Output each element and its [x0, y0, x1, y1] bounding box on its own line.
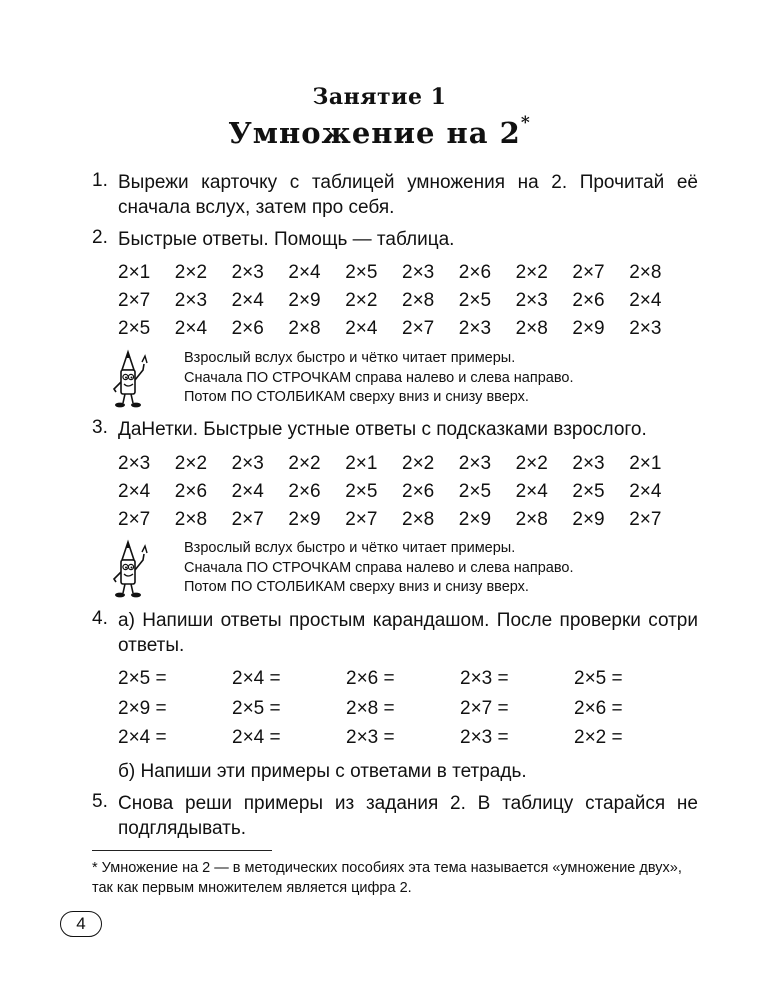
- example-cell: 2×2: [174, 453, 208, 474]
- example-cell: 2×6 =: [574, 698, 623, 719]
- topic-title: [0, 113, 759, 150]
- footnote: * Умножение на 2 — в методических пособиях эта тема называется «умножение двух», так как первым множителем является цифра 2.: [92, 860, 682, 896]
- example-cell: 2×2: [515, 262, 548, 283]
- task-5-text: Снова реши примеры из задания 2. В таблицу старайся не подглядывать.: [118, 793, 698, 839]
- task-4-row: [118, 668, 708, 692]
- example-cell: 2×3: [402, 262, 435, 283]
- example-cell: 2×6: [572, 290, 605, 311]
- note-line: Потом ПО СТОЛБИКАМ сверху вниз и снизу вверх.: [184, 579, 529, 595]
- example-cell: 2×3 =: [460, 668, 509, 689]
- footnote-divider: [92, 850, 272, 851]
- example-cell: 2×3: [629, 318, 662, 339]
- task-4-number: 4.: [92, 608, 108, 629]
- example-cell: 2×3: [231, 453, 264, 474]
- example-cell: 2×4: [515, 481, 548, 502]
- task-2-number: 2.: [92, 227, 108, 248]
- example-cell: 2×9 =: [118, 698, 167, 719]
- example-cell: 2×3 =: [460, 727, 509, 748]
- example-cell: 2×6: [174, 481, 208, 502]
- example-cell: 2×4: [118, 481, 151, 502]
- example-cell: 2×9: [572, 318, 605, 339]
- example-cell: 2×6: [288, 481, 321, 502]
- example-cell: 2×7 =: [460, 698, 509, 719]
- example-cell: 2×2: [345, 290, 378, 311]
- task-2-row: [118, 262, 708, 286]
- topic-title-text: Умножение на 2: [228, 116, 521, 150]
- example-cell: 2×4: [174, 318, 208, 339]
- example-cell: 2×5: [458, 481, 492, 502]
- task-2-row: [118, 290, 708, 314]
- example-cell: 2×5 =: [574, 668, 623, 689]
- task-4b-text: б) Напиши эти примеры с ответами в тетрадь.: [118, 761, 527, 782]
- example-cell: 2×3: [515, 290, 548, 311]
- example-cell: 2×4: [345, 318, 378, 339]
- example-cell: 2×7: [402, 318, 435, 339]
- example-cell: 2×5: [118, 318, 151, 339]
- note-line: Потом ПО СТОЛБИКАМ сверху вниз и снизу вверх.: [184, 389, 529, 405]
- note-line: Сначала ПО СТРОЧКАМ справа налево и слева направо.: [184, 559, 574, 576]
- task-4-text: а) Напиши ответы простым карандашом. После проверки сотри ответы.: [118, 610, 698, 656]
- example-cell: 2×5 =: [232, 698, 281, 719]
- example-cell: 2×2: [515, 453, 548, 474]
- footnote-marker: *: [520, 113, 531, 134]
- example-cell: 2×9: [288, 509, 321, 530]
- example-cell: 2×8: [629, 262, 662, 283]
- example-cell: 2×7: [629, 509, 662, 530]
- example-cell: 2×8: [402, 509, 435, 530]
- example-cell: 2×4 =: [118, 727, 167, 748]
- example-cell: 2×3: [458, 453, 492, 474]
- task-3-number: 3.: [92, 417, 108, 438]
- example-cell: 2×6: [231, 318, 264, 339]
- example-cell: 2×7: [231, 509, 264, 530]
- instruction-note: [184, 539, 704, 598]
- example-cell: 2×6 =: [346, 668, 395, 689]
- example-cell: 2×7: [345, 509, 378, 530]
- example-cell: 2×3: [231, 262, 264, 283]
- instruction-note: [184, 349, 704, 408]
- example-cell: 2×4: [629, 481, 662, 502]
- example-cell: 2×1: [118, 262, 151, 283]
- example-cell: 2×8: [515, 318, 548, 339]
- example-cell: 2×5: [345, 481, 378, 502]
- example-cell: 2×3: [118, 453, 151, 474]
- example-cell: 2×9: [572, 509, 605, 530]
- example-cell: 2×4: [231, 481, 264, 502]
- page-number: 4: [60, 911, 102, 937]
- example-cell: 2×3: [572, 453, 605, 474]
- task-3-row: [118, 453, 708, 477]
- example-cell: 2×1: [629, 453, 662, 474]
- task-3-row: [118, 481, 708, 505]
- task-5-number: 5.: [92, 791, 108, 812]
- example-cell: 2×3 =: [346, 727, 395, 748]
- example-cell: 2×6: [402, 481, 435, 502]
- example-cell: 2×8: [288, 318, 321, 339]
- example-cell: 2×8 =: [346, 698, 395, 719]
- example-cell: 2×8: [515, 509, 548, 530]
- example-cell: 2×2: [174, 262, 208, 283]
- example-cell: 2×9: [458, 509, 492, 530]
- lesson-title: Занятие 1: [312, 84, 447, 110]
- task-2-text: Быстрые ответы. Помощь — таблица.: [118, 229, 455, 250]
- task-3-text: ДаНетки. Быстрые устные ответы с подсказками взрослого.: [118, 419, 647, 440]
- example-cell: 2×6: [458, 262, 492, 283]
- example-cell: 2×4 =: [232, 668, 281, 689]
- example-cell: 2×3: [458, 318, 492, 339]
- task-3-row: [118, 509, 708, 533]
- example-cell: 2×4: [629, 290, 662, 311]
- example-cell: 2×5: [458, 290, 492, 311]
- example-cell: 2×2: [288, 453, 321, 474]
- example-cell: 2×3: [174, 290, 208, 311]
- example-cell: 2×4: [231, 290, 264, 311]
- pencil-mascot-icon: [108, 348, 154, 410]
- task-4-row: [118, 727, 708, 751]
- example-cell: 2×5: [572, 481, 605, 502]
- note-line: Взрослый вслух быстро и чётко читает примеры.: [184, 350, 516, 366]
- task-4-row: [118, 698, 708, 722]
- example-cell: 2×4: [288, 262, 321, 283]
- example-cell: 2×7: [572, 262, 605, 283]
- example-cell: 2×2: [402, 453, 435, 474]
- example-cell: 2×2 =: [574, 727, 623, 748]
- task-1-text: Вырежи карточку с таблицей умножения на 2. Прочитай её сначала вслух, затем про себя.: [118, 172, 698, 218]
- note-line: Сначала ПО СТРОЧКАМ справа налево и слева направо.: [184, 369, 574, 386]
- pencil-mascot-icon: [108, 538, 154, 600]
- example-cell: 2×8: [174, 509, 208, 530]
- task-2-row: [118, 318, 708, 342]
- example-cell: 2×5 =: [118, 668, 167, 689]
- task-1-number: 1.: [92, 170, 108, 191]
- example-cell: 2×1: [345, 453, 378, 474]
- note-line: Взрослый вслух быстро и чётко читает примеры.: [184, 540, 516, 556]
- example-cell: 2×8: [402, 290, 435, 311]
- example-cell: 2×7: [118, 290, 151, 311]
- example-cell: 2×5: [345, 262, 378, 283]
- example-cell: 2×4 =: [232, 727, 281, 748]
- example-cell: 2×7: [118, 509, 151, 530]
- example-cell: 2×9: [288, 290, 321, 311]
